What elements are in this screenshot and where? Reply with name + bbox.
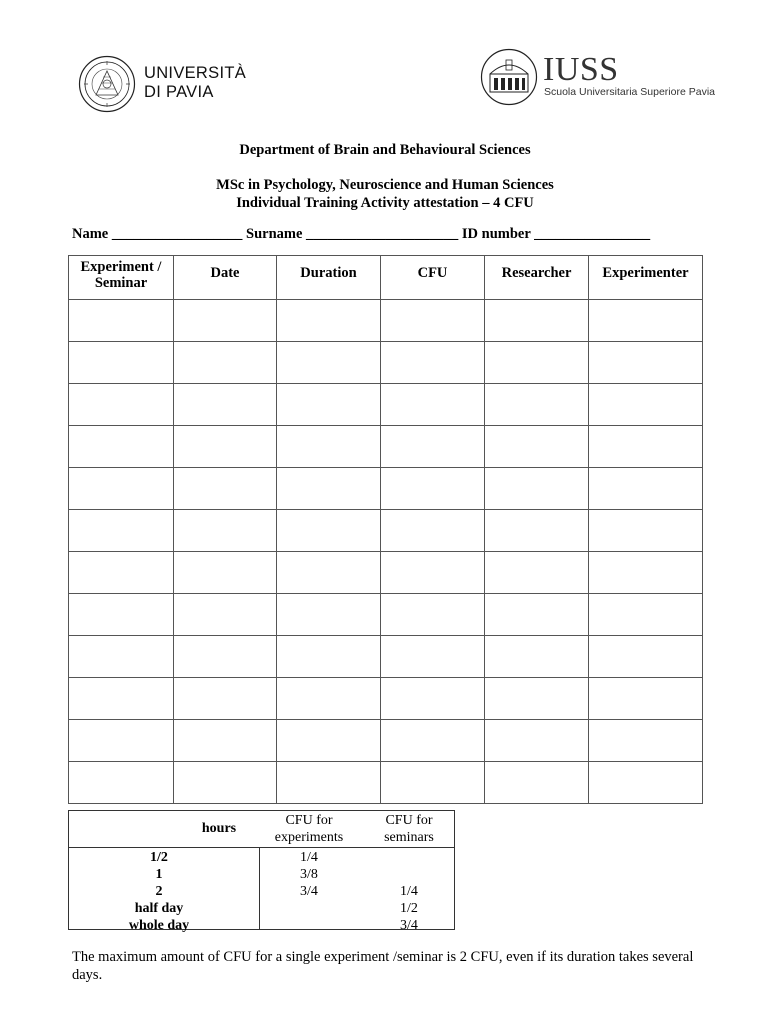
hours-header: hours <box>201 821 237 836</box>
table-cell[interactable] <box>589 720 703 762</box>
cfu-row-hours: 2 <box>155 884 163 899</box>
table-cell[interactable] <box>485 762 589 804</box>
table-cell[interactable] <box>277 510 381 552</box>
table-cell[interactable] <box>174 468 277 510</box>
footer-note: The maximum amount of CFU for a single experiment /seminar is 2 CFU, even if its duration takes several days. <box>72 949 694 983</box>
cfu-row-experiments: 1/4 <box>300 850 318 865</box>
table-cell[interactable] <box>381 342 485 384</box>
table-cell[interactable] <box>174 384 277 426</box>
table-cell[interactable] <box>174 342 277 384</box>
table-cell[interactable] <box>69 678 174 720</box>
table-row <box>69 552 703 594</box>
table-cell[interactable] <box>485 510 589 552</box>
table-cell[interactable] <box>381 510 485 552</box>
table-cell[interactable] <box>589 468 703 510</box>
activity-table-body <box>69 300 703 804</box>
cfu-row-seminars: 1/2 <box>400 901 418 916</box>
table-cell[interactable] <box>277 762 381 804</box>
table-row <box>69 468 703 510</box>
table-cell[interactable] <box>277 552 381 594</box>
table-cell[interactable] <box>485 300 589 342</box>
table-cell[interactable] <box>589 300 703 342</box>
name-field[interactable]: __________________ <box>111 226 243 242</box>
table-cell[interactable] <box>69 636 174 678</box>
table-cell[interactable] <box>485 384 589 426</box>
table-cell[interactable] <box>485 342 589 384</box>
identity-fields <box>72 226 650 243</box>
table-cell[interactable] <box>589 762 703 804</box>
pavia-logo-line2: DI PAVIA <box>144 83 214 101</box>
department-title: Department of Brain and Behavioural Sciences <box>239 142 531 158</box>
col-experiment-line1: Experiment / <box>80 259 162 275</box>
table-cell[interactable] <box>381 762 485 804</box>
table-cell[interactable] <box>589 594 703 636</box>
table-cell[interactable] <box>381 720 485 762</box>
table-cell[interactable] <box>69 300 174 342</box>
activity-table-header <box>69 256 703 300</box>
cfu-row-hours: 1/2 <box>150 850 168 865</box>
cfu-row-experiments: 3/8 <box>300 867 318 882</box>
table-row <box>69 510 703 552</box>
university-of-pavia-logo <box>78 55 268 115</box>
table-cell[interactable] <box>381 594 485 636</box>
iuss-logo-name: IUSS <box>543 51 619 88</box>
table-cell[interactable] <box>277 678 381 720</box>
table-cell[interactable] <box>381 636 485 678</box>
table-cell[interactable] <box>69 342 174 384</box>
table-cell[interactable] <box>485 678 589 720</box>
table-cell[interactable] <box>277 384 381 426</box>
table-cell[interactable] <box>381 552 485 594</box>
table-cell[interactable] <box>69 426 174 468</box>
table-row <box>69 594 703 636</box>
table-cell[interactable] <box>174 300 277 342</box>
experiments-header-line2: experiments <box>274 830 344 845</box>
table-cell[interactable] <box>174 552 277 594</box>
table-cell[interactable] <box>381 678 485 720</box>
col-date: Date <box>174 256 277 300</box>
table-cell[interactable] <box>381 468 485 510</box>
table-row <box>69 762 703 804</box>
table-cell[interactable] <box>69 384 174 426</box>
cfu-conversion-table <box>68 810 455 933</box>
col-experiment-seminar <box>69 256 174 300</box>
table-cell[interactable] <box>589 426 703 468</box>
programme-block <box>0 176 770 212</box>
cfu-row-hours: whole day <box>128 918 190 933</box>
table-cell[interactable] <box>277 720 381 762</box>
table-cell[interactable] <box>277 594 381 636</box>
table-cell[interactable] <box>485 636 589 678</box>
experiments-header <box>259 812 359 846</box>
table-cell[interactable] <box>277 636 381 678</box>
surname-field[interactable]: _____________________ <box>306 226 459 242</box>
table-cell[interactable] <box>277 468 381 510</box>
table-cell[interactable] <box>69 762 174 804</box>
programme-title: MSc in Psychology, Neuroscience and Human Sciences <box>216 177 554 193</box>
table-cell[interactable] <box>174 762 277 804</box>
table-row <box>69 384 703 426</box>
table-cell[interactable] <box>174 594 277 636</box>
table-row <box>69 300 703 342</box>
seminars-header <box>364 812 454 846</box>
table-cell[interactable] <box>485 468 589 510</box>
table-cell[interactable] <box>485 720 589 762</box>
cfu-table-divider <box>69 847 454 848</box>
name-label: Name <box>72 226 109 242</box>
table-cell[interactable] <box>174 720 277 762</box>
iuss-logo-subtitle: Scuola Universitaria Superiore Pavia <box>544 86 715 98</box>
cfu-row-experiments: 3/4 <box>300 884 318 899</box>
id-number-label: ID number <box>461 226 531 242</box>
table-cell[interactable] <box>381 426 485 468</box>
table-cell[interactable] <box>174 636 277 678</box>
table-cell[interactable] <box>174 426 277 468</box>
table-cell[interactable] <box>277 342 381 384</box>
table-row <box>69 678 703 720</box>
table-cell[interactable] <box>485 552 589 594</box>
col-duration: Duration <box>277 256 381 300</box>
table-cell[interactable] <box>69 720 174 762</box>
table-cell[interactable] <box>277 426 381 468</box>
cfu-row-hours: half day <box>134 901 184 916</box>
table-cell[interactable] <box>589 510 703 552</box>
table-cell[interactable] <box>69 510 174 552</box>
table-cell[interactable] <box>589 342 703 384</box>
table-row <box>69 342 703 384</box>
table-row <box>69 426 703 468</box>
cfu-row-seminars: 1/4 <box>400 884 418 899</box>
table-cell[interactable] <box>589 678 703 720</box>
table-cell[interactable] <box>69 594 174 636</box>
iuss-building-icon <box>480 48 538 106</box>
col-experiment-line2: Seminar <box>94 275 148 291</box>
attestation-title: Individual Training Activity attestation – 4 CFU <box>236 195 534 211</box>
activity-table <box>68 255 703 804</box>
table-cell[interactable] <box>69 468 174 510</box>
table-cell[interactable] <box>485 594 589 636</box>
table-cell[interactable] <box>381 300 485 342</box>
table-row <box>69 720 703 762</box>
pavia-logo-line1: UNIVERSITÀ <box>144 64 247 82</box>
cfu-row-hours: 1 <box>155 867 163 882</box>
table-cell[interactable] <box>69 552 174 594</box>
col-experimenter: Experimenter <box>589 256 703 300</box>
seminars-header-line1: CFU for <box>385 813 433 828</box>
iuss-logo <box>480 48 715 106</box>
table-cell[interactable] <box>485 426 589 468</box>
table-cell[interactable] <box>589 384 703 426</box>
cfu-row-seminars: 3/4 <box>400 918 418 933</box>
table-cell[interactable] <box>174 678 277 720</box>
table-cell[interactable] <box>277 300 381 342</box>
experiments-header-line1: CFU for <box>285 813 333 828</box>
table-cell[interactable] <box>589 636 703 678</box>
id-number-field[interactable]: ________________ <box>534 226 651 242</box>
surname-label: Surname <box>246 226 303 242</box>
col-cfu: CFU <box>381 256 485 300</box>
table-cell[interactable] <box>589 552 703 594</box>
university-seal-icon <box>78 55 136 113</box>
col-researcher: Researcher <box>485 256 589 300</box>
table-cell[interactable] <box>174 510 277 552</box>
table-row <box>69 636 703 678</box>
seminars-header-line2: seminars <box>384 830 434 845</box>
table-cell[interactable] <box>381 384 485 426</box>
